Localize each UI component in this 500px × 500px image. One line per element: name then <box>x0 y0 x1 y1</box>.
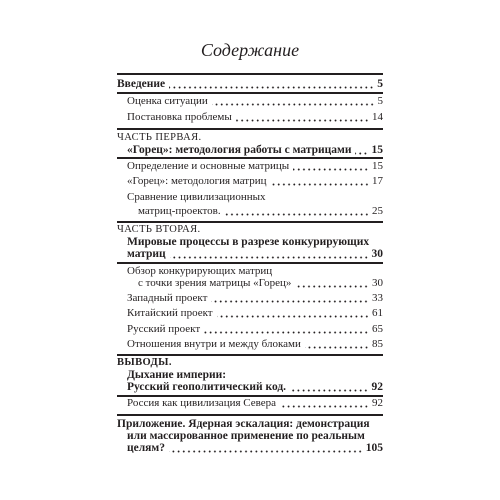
toc-entry-label: Россия как цивилизация Севера <box>127 397 277 409</box>
dot-leader <box>236 111 369 123</box>
toc-entry <box>127 323 383 335</box>
section-divider <box>117 221 383 223</box>
part-heading: ЧАСТЬ ПЕРВАЯ. <box>117 132 202 143</box>
toc-entry-label: Постановка проблемы <box>127 111 232 123</box>
toc-entry-page: 17 <box>372 175 383 187</box>
dot-leader <box>355 144 368 156</box>
toc-entry-label: Отношения внутри и между блоками <box>127 338 301 350</box>
dot-leader <box>217 307 369 319</box>
heading-underline <box>117 157 383 159</box>
toc-chapter-label-line: Мировые процессы в разрезе конкурирующих <box>127 236 370 248</box>
heading-underline <box>117 92 383 94</box>
toc-entry-label: Русский геополитический код. <box>127 381 287 393</box>
toc-entry <box>138 205 383 217</box>
section-divider <box>117 73 383 75</box>
toc-entry-page: 92 <box>371 381 383 393</box>
dot-leader <box>204 323 369 335</box>
toc-entry <box>127 95 383 107</box>
dot-leader <box>290 381 368 393</box>
toc-entry <box>127 160 383 172</box>
dot-leader <box>170 248 369 260</box>
toc-entry-page: 92 <box>372 397 383 409</box>
dot-leader <box>295 277 369 289</box>
toc-entry <box>127 338 383 350</box>
toc-entry <box>138 277 383 289</box>
toc-entry-label: Введение <box>117 78 166 90</box>
toc-entry-page: 33 <box>372 292 383 304</box>
toc-entry-page: 15 <box>372 160 383 172</box>
part-heading: ЧАСТЬ ВТОРАЯ. <box>117 224 201 235</box>
toc-entry-page: 5 <box>377 95 383 107</box>
dot-leader <box>211 292 369 304</box>
toc-entry-label: «Горец»: методология матриц <box>127 175 267 187</box>
section-divider <box>117 128 383 130</box>
dot-leader <box>169 78 374 90</box>
toc-entry-page: 30 <box>371 248 383 260</box>
toc-entry-page: 85 <box>372 338 383 350</box>
toc-appendix-label-line: Приложение. Ядерная эскалация: демонстрация <box>117 418 370 430</box>
toc-entry-label: матриц-проектов. <box>138 205 221 217</box>
toc-entry-label: Оценка ситуации <box>127 95 208 107</box>
dot-leader <box>293 160 369 172</box>
toc-entry-label: с точки зрения матрицы «Горец» <box>138 277 292 289</box>
toc-entry-label: матриц <box>127 248 166 260</box>
dot-leader <box>169 442 363 454</box>
toc-entry-label-line: Сравнение цивилизационных <box>127 191 266 203</box>
toc-chapter-entry <box>127 381 383 393</box>
toc-entry-page: 5 <box>377 78 383 90</box>
toc-appendix-label-line: или массированное применение по реальным <box>127 430 365 442</box>
toc-entry-page: 105 <box>365 442 383 454</box>
toc-entry <box>127 397 383 409</box>
toc-entry-label: Русский проект <box>127 323 201 335</box>
toc-entry-page: 25 <box>372 205 383 217</box>
toc-entry-label-line: Обзор конкурирующих матриц <box>127 265 273 277</box>
toc-entry-page: 15 <box>371 144 383 156</box>
toc-appendix-entry <box>127 442 383 454</box>
toc-entry <box>127 111 383 123</box>
dot-leader <box>271 175 369 187</box>
toc-entry-intro <box>117 78 383 90</box>
toc-entry <box>127 292 383 304</box>
page-title: Содержание <box>200 40 300 60</box>
toc-entry-label: «Горец»: методология работы с матрицами <box>127 144 352 156</box>
section-divider <box>117 354 383 356</box>
toc-entry-label: Определение и основные матрицы <box>127 160 290 172</box>
toc-entry-page: 30 <box>372 277 383 289</box>
section-divider <box>117 414 383 416</box>
dot-leader <box>212 95 375 107</box>
dot-leader <box>280 397 369 409</box>
toc-chapter-label-line: Дыхание империи: <box>127 369 227 381</box>
toc-chapter-entry <box>127 248 383 260</box>
part-heading: ВЫВОДЫ. <box>117 357 172 368</box>
toc-entry <box>127 307 383 319</box>
toc-entry-label: Китайский проект <box>127 307 213 319</box>
toc-entry-label: Западный проект <box>127 292 208 304</box>
toc-entry-label: целям? <box>127 442 165 454</box>
toc-entry-page: 61 <box>372 307 383 319</box>
dot-leader <box>225 205 369 217</box>
dot-leader <box>305 338 369 350</box>
toc-entry <box>127 175 383 187</box>
toc-entry-page: 65 <box>372 323 383 335</box>
heading-underline <box>117 262 383 264</box>
toc-chapter-entry <box>127 144 383 156</box>
toc-entry-page: 14 <box>372 111 383 123</box>
